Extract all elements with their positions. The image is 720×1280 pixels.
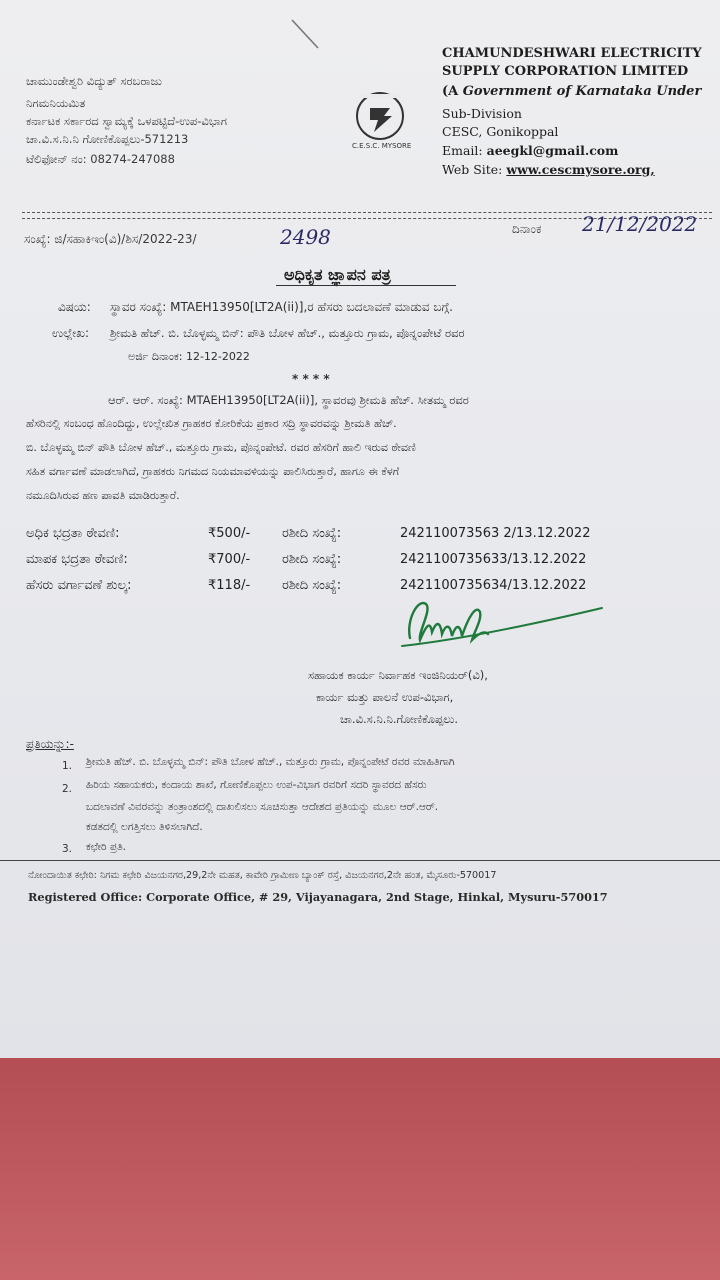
email-line xyxy=(442,143,618,158)
company-name-line-1: CHAMUNDESHWARI ELECTRICITY xyxy=(442,46,702,61)
copies-label: ಪ್ರತಿಯನ್ನು:- xyxy=(26,737,74,751)
website-label: Web Site: xyxy=(442,162,507,177)
payment-row-2-receipt-label: ರಶೀದಿ ಸಂಖ್ಯೆ: xyxy=(282,552,342,567)
email-link[interactable]: aeegkl@gmail.com xyxy=(486,143,619,158)
reference-number-handwritten: 2498 xyxy=(280,225,331,249)
copy-3-number: 3. xyxy=(62,843,73,855)
payment-row-3-label: ಹೆಸರು ವರ್ಗಾವಣೆ ಶುಲ್ಕ: xyxy=(26,578,132,593)
payment-row-3-amount: ₹118/- xyxy=(208,578,251,593)
government-text: Government of Karnataka Under xyxy=(462,84,702,99)
header-left-line-1: ಚಾಮುಂಡೇಶ್ವರಿ ವಿದ್ಯುತ್ ಸರಬರಾಜು xyxy=(26,74,162,88)
header-left-line-4: ಚಾ.ವಿ.ಸ.ನಿ.ನಿ ಗೋಣಿಕೊಪ್ಪಲು-571213 xyxy=(26,132,189,146)
reference-text: ಶ್ರೀಮತಿ ಹೆಚ್. ಬಿ. ಬೊಳ್ಳಮ್ಮ ಬಿನ್: ಪೌತಿ ಬೋಳ ಹೆಚ್., ಮತ್ತೂರು ಗ್ರಾಮ, ಪೊನ್ನಂಪೇಟೆ ರವರ xyxy=(110,326,465,340)
email-label: Email: xyxy=(442,143,487,158)
copy-2-text: ಹಿರಿಯ ಸಹಾಯಕರು, ಕಂದಾಯ ಶಾಖೆ, ಗೋಣಿಕೊಪ್ಪಲು ಉಪ-ವಿಭಾಗ ರವರಿಗೆ ಸದರಿ ಸ್ಥಾವರದ ಹೆಸರು xyxy=(86,779,427,791)
pen-stroke-mark xyxy=(290,18,322,52)
subject-text: ಸ್ಥಾವರ ಸಂಖ್ಯೆ: MTAEH13950[LT2A(ii)],ರ ಹೆಸರು ಬದಲಾವಣೆ ಮಾಡುವ ಬಗ್ಗೆ. xyxy=(110,300,453,314)
body-line-4: ಸಹಿತ ವರ್ಗಾವಣೆ ಮಾಡಲಾಗಿದೆ, ಗ್ರಾಹಕರು ನಿಗಮದ ನಿಯಮಾವಳಿಯನ್ನು ಪಾಲಿಸಿರುತ್ತಾರೆ, ಹಾಗೂ ಈ ಕೆಳಗೆ xyxy=(26,465,400,478)
header-left-line-3: ಕರ್ನಾಟಕ ಸರ್ಕಾರದ ಸ್ವಾಮ್ಯಕ್ಕೆ ಒಳಪಟ್ಟಿದೆ-ಉಪ-ವಿಭಾಗ xyxy=(26,114,227,128)
copy-2-number: 2. xyxy=(62,783,73,795)
payment-row-1-receipt-label: ರಶೀದಿ ಸಂಖ್ಯೆ: xyxy=(282,526,342,541)
copy-2-text-line-3: ಕಡತದಲ್ಲಿ ಲಗತ್ತಿಸಲು ತಿಳಿಸಲಾಗಿದೆ. xyxy=(86,821,203,833)
company-name-line-2: SUPPLY CORPORATION LIMITED xyxy=(442,64,689,79)
payment-row-1-amount: ₹500/- xyxy=(208,526,251,541)
signatory-office: ಚಾ.ವಿ.ಸ.ನಿ.ನಿ.ಗೋಣಿಕೊಪ್ಪಲು. xyxy=(340,712,458,726)
body-line-3: ಬಿ. ಬೊಳ್ಳಮ್ಮ ಬಿನ್ ಪೌತಿ ಬೋಳ ಹೆಚ್., ಮತ್ತೂರು ಗ್ರಾಮ, ಪೊನ್ನಂಪೇಟೆ. ರವರ ಹೆಸರಿಗೆ ಹಾಲಿ ಇರುವ ಠೇವಣಿ xyxy=(26,441,416,454)
copy-2-text-line-2: ಬದಲಾವಣೆ ವಿವರವನ್ನು ತಂತ್ರಾಂಶದಲ್ಲಿ ದಾಖಲಿಸಲು ಸೂಚಿಸುತ್ತಾ ಆದೇಶದ ಪ್ರತಿಯನ್ನು ಮೂಲ ಆರ್.ಆರ್. xyxy=(86,801,439,813)
copy-3-text: ಕಛೇರಿ ಪ್ರತಿ. xyxy=(86,841,127,853)
memo-title: ಅಧಿಕೃತ ಜ್ಞಾಪನ ಪತ್ರ xyxy=(284,265,391,284)
cesc-logo xyxy=(348,86,412,148)
footer-address-kannada: ನೋಂದಾಯಿತ ಕಛೇರಿ: ನಿಗಮ ಕಛೇರಿ ವಿಜಯನಗರ,29,2ನೇ ಮಹತ, ಕಾವೇರಿ ಗ್ರಾಮೀಣ ಬ್ಯಾಂಕ್ ರಸ್ತೆ, ವಿಜಯನಗರ,2ನೇ ಹಂತ, ಮೈಸೂರು-570017 xyxy=(28,870,497,881)
date-label: ದಿನಾಂಕ xyxy=(512,222,542,236)
payment-row-2-receipt: 2421100735633/13.12.2022 xyxy=(400,552,587,567)
payment-row-2-label: ಮಾಪಕ ಭದ್ರತಾ ಠೇವಣಿ: xyxy=(26,552,128,567)
memo-title-underline xyxy=(276,285,456,286)
payment-row-1-label: ಅಧಿಕ ಭದ್ರತಾ ಠೇವಣಿ: xyxy=(26,526,120,541)
copy-1-number: 1. xyxy=(62,760,73,772)
copy-1-text: ಶ್ರೀಮತಿ ಹೆಚ್. ಬಿ. ಬೊಳ್ಳಮ್ಮ ಬಿನ್: ಪೌತಿ ಬೋಳ ಹೆಚ್., ಮತ್ತೂರು ಗ್ರಾಮ, ಪೊನ್ನಂಪೇಟೆ ರವರ ಮಾಹಿತಿಗಾಗಿ xyxy=(86,756,455,768)
header-left-line-5: ಟೆಲಿಫೋನ್ ನಂ: 08274-247088 xyxy=(26,152,175,166)
body-line-2: ಹೆಸರಿನಲ್ಲಿ ಸಂಬಂಧ ಹೊಂದಿದ್ದು, ಉಲ್ಲೇಖಿತ ಗ್ರಾಹಕರ ಕೋರಿಕೆಯ ಪ್ರಕಾರ ಸದ್ರಿ ಸ್ಥಾವರವನ್ನು ಶ್ರೀಮತಿ ಹೆಚ್. xyxy=(26,417,397,430)
website-link[interactable]: www.cescmysore.org, xyxy=(506,162,655,177)
body-line-5: ನಮೂದಿಸಿರುವ ಹಣ ಪಾವತಿ ಮಾಡಿರುತ್ತಾರೆ. xyxy=(26,489,180,502)
subject-label: ವಿಷಯ: xyxy=(58,300,91,314)
signatory-department: ಕಾರ್ಯ ಮತ್ತು ಪಾಲನೆ ಉಪ-ವಿಭಾಗ, xyxy=(316,690,454,704)
government-line xyxy=(442,84,701,99)
date-handwritten: 21/12/2022 xyxy=(582,212,698,236)
sub-division-label: Sub-Division xyxy=(442,106,522,121)
reference-date: ಅರ್ಜಿ ದಿನಾಂಕ: 12-12-2022 xyxy=(128,350,250,363)
reference-label: ಉಲ್ಲೇಖ: xyxy=(52,326,90,340)
reference-number-label: ಸಂಖ್ಯೆ: ಜಿ/ಸಹಾಕಿಇಂ(ವಿ)/ಶಿಸ/2022-23/ xyxy=(24,232,197,246)
stars-separator: * * * * xyxy=(292,372,330,386)
signature xyxy=(396,590,606,660)
footer-address-english: Registered Office: Corporate Office, # 29, Vijayanagara, 2nd Stage, Hinkal, Mysuru-570017 xyxy=(28,890,608,904)
government-prefix: (A xyxy=(442,84,463,99)
table-surface xyxy=(0,1058,720,1280)
body-line-1: ಆರ್. ಆರ್. ಸಂಖ್ಯೆ: MTAEH13950[LT2A(ii)], ಸ್ಥಾವರವು ಶ್ರೀಮತಿ ಹೆಚ್. ಸೀತಮ್ಮ ರವರ xyxy=(108,393,469,407)
footer-divider xyxy=(0,860,720,861)
signatory-designation: ಸಹಾಯಕ ಕಾರ್ಯ ನಿರ್ವಾಹಕ ಇಂಜಿನಿಯರ್(ವಿ), xyxy=(308,668,488,682)
payment-row-3-receipt: 2421100735634/13.12.2022 xyxy=(400,578,587,593)
payment-row-3-receipt-label: ರಶೀದಿ ಸಂಖ್ಯೆ: xyxy=(282,578,342,593)
office-name: CESC, Gonikoppal xyxy=(442,124,559,139)
payment-row-2-amount: ₹700/- xyxy=(208,552,251,567)
header-left-line-2: ನಿಗಮನಿಯಮಿತ xyxy=(26,96,86,110)
payment-row-1-receipt: 242110073563 2/13.12.2022 xyxy=(400,526,591,541)
logo-caption: C.E.S.C. MYSORE xyxy=(352,142,412,150)
website-line xyxy=(442,162,655,177)
